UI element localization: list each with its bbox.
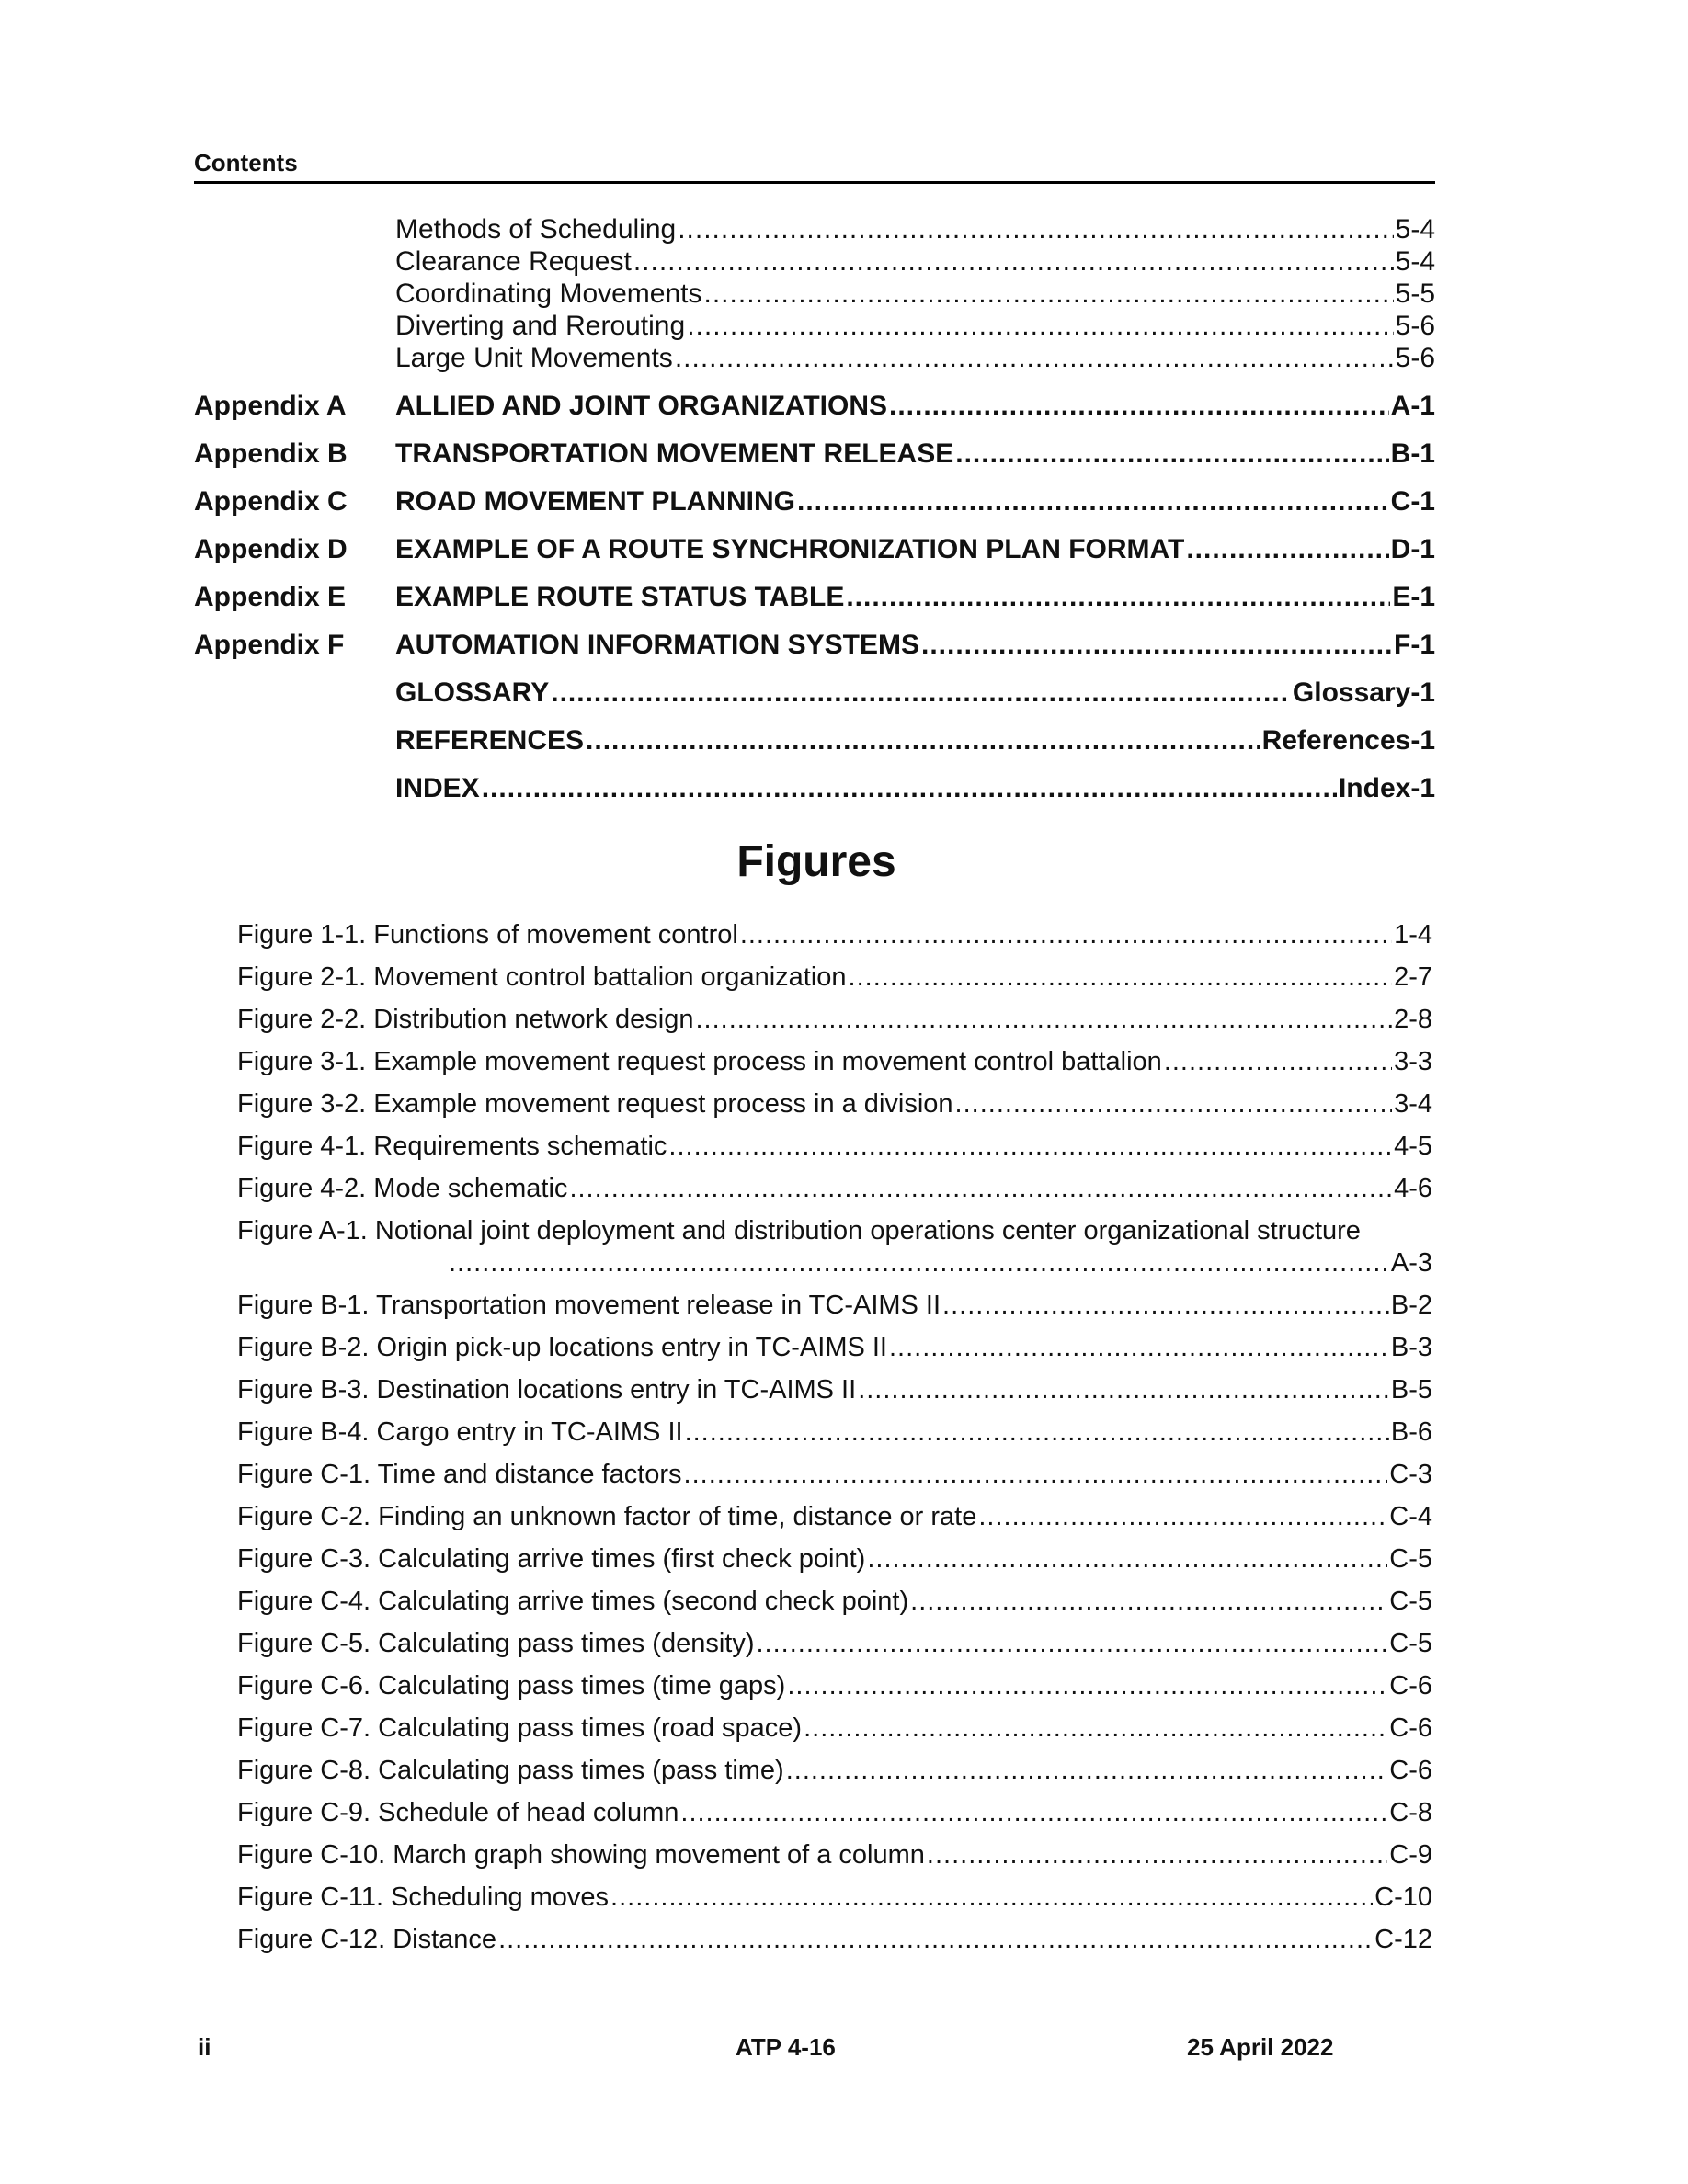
toc-entry-label: Appendix A (194, 391, 347, 421)
toc-entry[interactable] (194, 245, 1435, 278)
figure-entry-page: C-5 (1389, 1587, 1432, 1616)
contents-list (194, 213, 1435, 804)
figure-entry[interactable] (237, 1797, 1432, 1839)
leader-dots (695, 1004, 1392, 1036)
leader-dots (551, 677, 1291, 709)
toc-entry[interactable] (194, 629, 1435, 661)
figure-entry-page: C-9 (1389, 1840, 1432, 1870)
leader-dots (586, 724, 1260, 756)
leader-dots (849, 961, 1393, 994)
leader-dots (685, 1416, 1389, 1449)
figure-entry[interactable] (237, 1586, 1432, 1628)
toc-entry[interactable] (194, 485, 1435, 518)
figure-entry[interactable] (237, 1374, 1432, 1416)
figure-entry-title: Figure 1-1. Functions of movement control (237, 920, 738, 950)
toc-entry-title: Coordinating Movements (395, 279, 702, 309)
toc-entry-label: Appendix B (194, 438, 348, 469)
figure-entry[interactable] (237, 1004, 1432, 1046)
toc-entry-title: Diverting and Rerouting (395, 311, 686, 341)
figure-entry-page: 4-6 (1394, 1174, 1432, 1203)
figure-entry-title: Figure 2-2. Distribution network design (237, 1005, 694, 1034)
figure-entry-page: B-6 (1390, 1417, 1432, 1447)
toc-entry-title: ALLIED AND JOINT ORGANIZATIONS (395, 391, 887, 421)
figure-entry-title: Figure C-6. Calculating pass times (time gaps) (237, 1671, 786, 1701)
leader-dots (867, 1543, 1387, 1575)
figure-entry-page: 4-5 (1394, 1132, 1432, 1161)
figure-entry-title: Figure A-1. Notional joint deployment and distribution operations center organizational structure (237, 1216, 1361, 1246)
figure-entry-title: Figure C-1. Time and distance factors (237, 1460, 682, 1489)
figure-entry[interactable] (237, 1332, 1432, 1374)
figure-entry-page: C-5 (1389, 1629, 1432, 1658)
figure-entry-page: B-5 (1390, 1375, 1432, 1405)
toc-entry-title: TRANSPORTATION MOVEMENT RELEASE (395, 438, 954, 469)
figure-entry-page: C-6 (1389, 1756, 1432, 1785)
leader-dots (978, 1501, 1387, 1533)
figure-entry[interactable] (237, 1882, 1432, 1924)
footer-publication: ATP 4-16 (736, 2033, 836, 2061)
figure-entry-page: B-2 (1390, 1291, 1432, 1320)
leader-dots (684, 1459, 1388, 1491)
figure-entry-title: Figure B-4. Cargo entry in TC-AIMS II (237, 1417, 683, 1447)
leader-dots (921, 629, 1392, 661)
toc-entry-page: F-1 (1394, 630, 1435, 660)
figure-entry-title: Figure C-7. Calculating pass times (road space) (237, 1713, 803, 1743)
figure-entry-page: 2-8 (1394, 1005, 1432, 1034)
footer-page-number: ii (198, 2033, 211, 2061)
figure-entry-page: 1-4 (1394, 920, 1432, 950)
figure-entry-page: A-3 (1390, 1248, 1432, 1278)
toc-entry[interactable] (194, 438, 1435, 470)
figure-entry-title: Figure 3-2. Example movement request process in a division (237, 1089, 953, 1119)
figure-entry-title: Figure B-1. Transportation movement release in TC-AIMS II (237, 1291, 941, 1320)
figure-entry-page: C-3 (1389, 1460, 1432, 1489)
leader-dots (889, 390, 1389, 422)
leader-dots (678, 213, 1393, 245)
leader-dots (858, 1374, 1389, 1406)
figure-entry-page: 2-7 (1394, 962, 1432, 992)
figure-entry[interactable] (237, 1131, 1432, 1173)
figure-entry[interactable] (237, 961, 1432, 1004)
leader-dots (804, 1712, 1387, 1745)
leader-dots (498, 1924, 1373, 1956)
leader-dots (889, 1332, 1389, 1364)
toc-entry[interactable] (194, 581, 1435, 613)
toc-entry-title: EXAMPLE ROUTE STATUS TABLE (395, 582, 845, 612)
toc-entry-title: Large Unit Movements (395, 343, 673, 373)
figure-entry[interactable] (237, 1628, 1432, 1670)
leader-dots (846, 581, 1390, 613)
leader-dots (704, 278, 1394, 310)
figures-list (237, 919, 1432, 1966)
figure-entry-title: Figure C-9. Schedule of head column (237, 1798, 679, 1827)
toc-entry-page: D-1 (1390, 534, 1435, 564)
figure-entry[interactable] (237, 1416, 1432, 1459)
figure-entry-title: Figure 3-1. Example movement request process in movement control battalion (237, 1047, 1162, 1076)
figure-entry[interactable] (237, 1712, 1432, 1755)
toc-entry-title: INDEX (395, 773, 480, 803)
figure-entry-title: Figure C-10. March graph showing movement of a column (237, 1840, 925, 1870)
leader-dots (787, 1670, 1387, 1702)
figure-entry-page: C-4 (1389, 1502, 1432, 1531)
figure-entry-title: Figure C-3. Calculating arrive times (first check point) (237, 1544, 866, 1574)
toc-entry-page: 5-5 (1395, 279, 1435, 309)
figure-entry-title: Figure C-11. Scheduling moves (237, 1883, 610, 1912)
toc-entry-title: EXAMPLE OF A ROUTE SYNCHRONIZATION PLAN FORMAT (395, 534, 1185, 564)
leader-dots (910, 1586, 1387, 1618)
figure-entry-page: C-8 (1389, 1798, 1432, 1827)
toc-entry-page: 5-4 (1395, 246, 1435, 277)
figure-entry-title: Figure B-2. Origin pick-up locations entry in TC-AIMS II (237, 1333, 887, 1362)
toc-entry[interactable] (194, 390, 1435, 422)
figure-entry[interactable] (237, 1290, 1432, 1332)
figure-entry[interactable] (237, 1215, 1432, 1290)
toc-entry[interactable] (194, 772, 1435, 804)
figure-entry-title: Figure 4-1. Requirements schematic (237, 1132, 667, 1161)
toc-entry-page: 5-6 (1395, 343, 1435, 373)
toc-entry-title: GLOSSARY (395, 677, 550, 708)
figure-entry-title: Figure C-2. Finding an unknown factor of time, distance or rate (237, 1502, 977, 1531)
toc-entry[interactable] (194, 278, 1435, 310)
leader-dots (786, 1755, 1388, 1787)
leader-dots (955, 438, 1388, 470)
leader-dots (633, 245, 1394, 278)
leader-dots (927, 1839, 1387, 1871)
leader-dots (797, 485, 1389, 518)
figure-entry-title: Figure C-8. Calculating pass times (pass time) (237, 1756, 784, 1785)
leader-dots (449, 1247, 1389, 1280)
leader-dots (955, 1088, 1393, 1120)
figure-entry-page: C-5 (1389, 1544, 1432, 1574)
toc-entry-page: Index-1 (1338, 773, 1435, 803)
figure-entry-leader-line (237, 1247, 1432, 1280)
toc-entry[interactable] (194, 724, 1435, 756)
figure-entry-page: B-3 (1390, 1333, 1432, 1362)
toc-entry-label: Appendix C (194, 486, 348, 517)
figure-entry-title: Figure 2-1. Movement control battalion organization (237, 962, 847, 992)
running-header: Contents (194, 149, 1435, 184)
figure-entry-title: Figure B-3. Destination locations entry in TC-AIMS II (237, 1375, 857, 1405)
leader-dots (680, 1797, 1387, 1829)
figure-entry-page: 3-3 (1394, 1047, 1432, 1076)
figure-entry[interactable] (237, 1839, 1432, 1882)
figure-entry[interactable] (237, 1173, 1432, 1215)
figure-entry-title: Figure C-5. Calculating pass times (density) (237, 1629, 755, 1658)
figure-entry-title: Figure C-4. Calculating arrive times (second check point) (237, 1587, 909, 1616)
figure-entry-page: 3-4 (1394, 1089, 1432, 1119)
toc-entry-page: References-1 (1261, 725, 1435, 756)
leader-dots (675, 342, 1394, 374)
toc-entry[interactable] (194, 310, 1435, 342)
toc-entry[interactable] (194, 213, 1435, 245)
toc-entry-page: E-1 (1392, 582, 1435, 612)
leader-dots (687, 310, 1393, 342)
leader-dots (756, 1628, 1387, 1660)
leader-dots (569, 1173, 1392, 1205)
toc-entry-page: A-1 (1390, 391, 1435, 421)
toc-entry-title: AUTOMATION INFORMATION SYSTEMS (395, 630, 919, 660)
toc-entry-page: 5-4 (1395, 214, 1435, 245)
toc-entry-title: Methods of Scheduling (395, 214, 677, 245)
toc-entry-label: Appendix F (194, 630, 345, 660)
toc-entry-title: Clearance Request (395, 246, 632, 277)
toc-entry-label: Appendix E (194, 582, 347, 612)
figure-entry-title: Figure 4-2. Mode schematic (237, 1174, 568, 1203)
footer-date: 25 April 2022 (1187, 2033, 1334, 2061)
leader-dots (610, 1882, 1373, 1914)
figure-entry[interactable] (237, 1543, 1432, 1586)
figure-entry-page: C-12 (1374, 1925, 1432, 1954)
figure-entry[interactable] (237, 1459, 1432, 1501)
figure-entry[interactable] (237, 1924, 1432, 1966)
figure-entry-title: Figure C-12. Distance (237, 1925, 497, 1954)
figure-entry[interactable] (237, 1501, 1432, 1543)
figure-entry-page: C-6 (1389, 1671, 1432, 1701)
leader-dots (1164, 1046, 1392, 1078)
toc-entry[interactable] (194, 677, 1435, 709)
leader-dots (668, 1131, 1392, 1163)
figure-entry[interactable] (237, 1755, 1432, 1797)
toc-entry-page: B-1 (1390, 438, 1435, 469)
figure-entry[interactable] (237, 1088, 1432, 1131)
figure-entry-page: C-10 (1374, 1883, 1432, 1912)
toc-entry[interactable] (194, 533, 1435, 565)
figures-heading: Figures (736, 837, 896, 886)
leader-dots (1186, 533, 1388, 565)
toc-entry[interactable] (194, 342, 1435, 374)
figure-entry[interactable] (237, 919, 1432, 961)
toc-entry-page: 5-6 (1395, 311, 1435, 341)
figure-entry[interactable] (237, 1670, 1432, 1712)
toc-entry-title: ROAD MOVEMENT PLANNING (395, 486, 795, 517)
toc-entry-label: Appendix D (194, 534, 348, 564)
toc-entry-page: C-1 (1390, 486, 1435, 517)
leader-dots (482, 772, 1337, 804)
toc-entry-page: Glossary-1 (1292, 677, 1435, 708)
figure-entry-page: C-6 (1389, 1713, 1432, 1743)
leader-dots (942, 1290, 1389, 1322)
figure-entry[interactable] (237, 1046, 1432, 1088)
leader-dots (740, 919, 1392, 951)
toc-entry-title: REFERENCES (395, 725, 585, 756)
